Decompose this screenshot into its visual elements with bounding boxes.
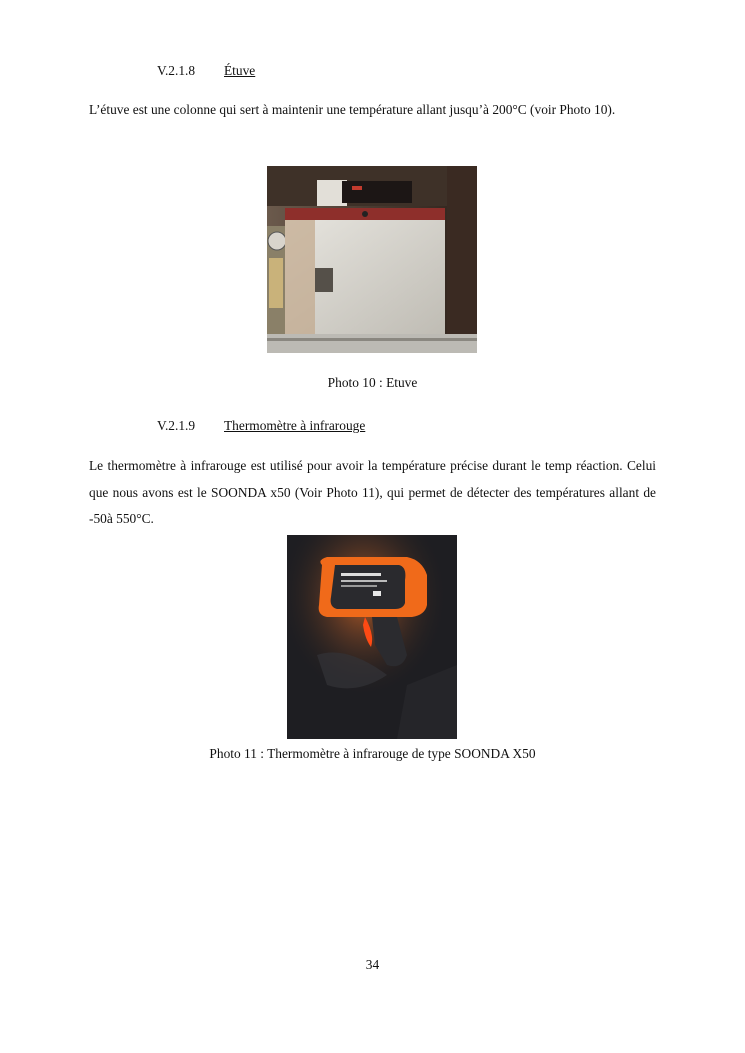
- paragraph-etuve: L’étuve est une colonne qui sert à maintenir une température allant jusqu’à 200°C (voir Photo 10).: [89, 102, 616, 117]
- section-heading-etuve: [157, 63, 255, 79]
- section-number: V.2.1.8: [157, 63, 196, 78]
- paragraph-thermometre: Le thermomètre à infrarouge est utilisé pour avoir la température précise durant le temp réaction. Celui que nous avons est le SOONDA x50 (Voir Photo 11), qui permet de détecter des températures allant de -50à 550°C.: [89, 458, 656, 526]
- photo-caption-thermometre: Photo 11 : Thermomètre à infrarouge de type SOONDA X50: [209, 746, 536, 761]
- page-number: 34: [365, 957, 380, 972]
- section-number: V.2.1.9: [157, 418, 196, 433]
- photo-etuve: [267, 166, 477, 353]
- section-title: Thermomètre à infrarouge: [224, 418, 366, 433]
- section-heading-thermometre: [157, 418, 365, 434]
- photo-caption-etuve: Photo 10 : Etuve: [327, 375, 418, 390]
- photo-thermometre: [287, 535, 457, 739]
- oven-photo-image: [267, 166, 477, 353]
- thermometer-photo-image: [287, 535, 457, 739]
- section-title: Étuve: [224, 63, 256, 78]
